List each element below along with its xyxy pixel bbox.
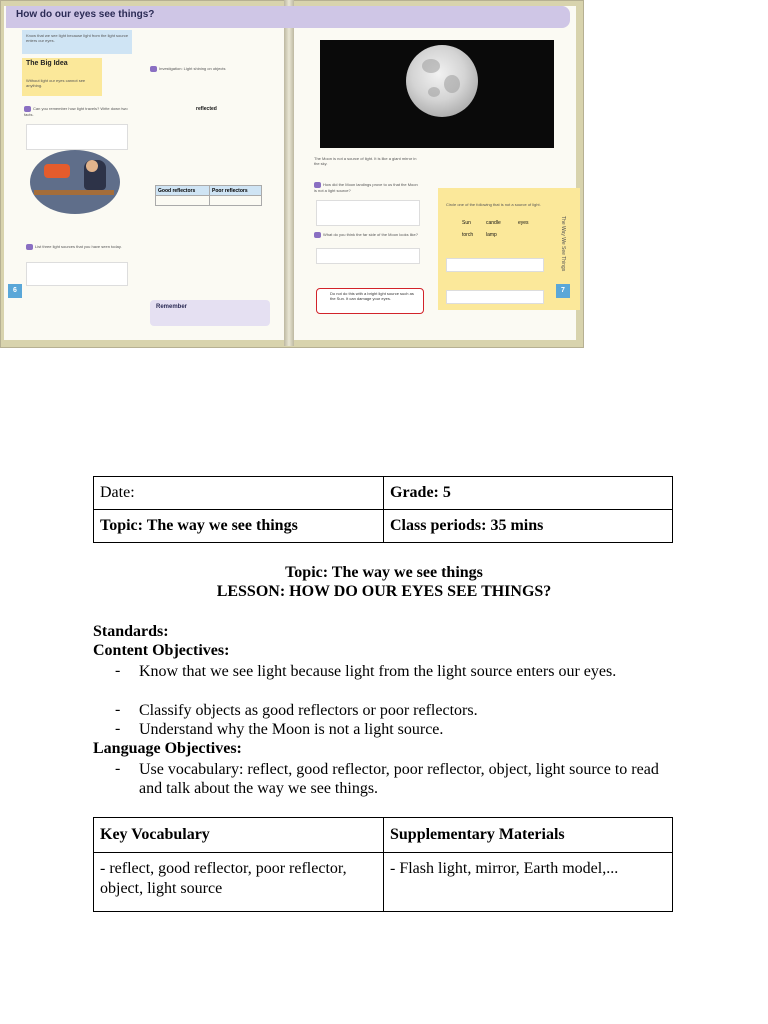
question-icon [26, 244, 33, 250]
class-periods-cell: Class periods: 35 mins [384, 510, 673, 543]
answer-box-1 [26, 124, 128, 150]
page-number-left: 6 [8, 284, 22, 298]
book-spine [284, 0, 294, 346]
list-sources-question [26, 244, 136, 250]
bullet-dash: - [115, 701, 121, 718]
bullet-dash: - [115, 760, 121, 777]
moon-crater [422, 59, 440, 73]
textbook-heading: How do our eyes see things? [16, 9, 155, 20]
answer-box-2 [26, 262, 128, 286]
supplementary-materials-header: Supplementary Materials [384, 818, 673, 853]
content-objective-text: Know that we see light because light from the light source enters our eyes. [139, 663, 617, 680]
grade-cell: Grade: 5 [384, 477, 673, 510]
investigation-label [150, 66, 270, 72]
table-cell [156, 196, 210, 206]
warning-text: Do not do this with a bright light source such as the Sun. It can damage your eyes. [330, 291, 414, 301]
vocabulary-table [93, 817, 673, 912]
topic-cell: Topic: The way we see things [94, 510, 384, 543]
moon-photo [320, 40, 554, 148]
list-sources-text: List three light sources that you have seen today. [35, 244, 122, 250]
question-remember [24, 106, 134, 117]
moon-crater [428, 87, 440, 97]
content-objective-text: Understand why the Moon is not a light source. [139, 721, 444, 738]
moon-landing-text: How did the Moon landings prove to us that the Moon is not a light source? [314, 182, 418, 193]
big-idea-heading: The Big Idea [26, 60, 68, 67]
circle-question: Circle one of the following that is not a source of light. [446, 202, 541, 207]
option-eyes: eyes [518, 220, 529, 226]
lesson-title: LESSON: HOW DO OUR EYES SEE THINGS? [216, 583, 552, 600]
key-vocabulary-header: Key Vocabulary [94, 818, 384, 853]
illustration-lamp [44, 164, 70, 178]
language-objectives-heading: Language Objectives: [93, 740, 242, 757]
supplementary-materials-value: - Flash light, mirror, Earth model,... [384, 853, 673, 912]
reflected-word: reflected [196, 106, 217, 112]
date-cell: Date: [94, 477, 384, 510]
lesson-info-table [93, 476, 673, 543]
illustration-face [86, 160, 98, 172]
language-objective-text: Use vocabulary: reflect, good reflector, poor reflector, object, light source to read and talk about the way we see things. [139, 761, 659, 797]
moon [406, 45, 478, 117]
remember-heading: Remember [156, 304, 188, 310]
bullet-dash: - [115, 662, 121, 679]
intro-text: Know that we see light because light from the light source enters our eyes. [26, 33, 129, 43]
option-sun: Sun [462, 220, 471, 226]
option-torch: torch [462, 232, 474, 238]
content-objectives-heading: Content Objectives: [93, 642, 230, 659]
page-number-right: 7 [556, 284, 570, 298]
standards-heading: Standards: [93, 623, 169, 640]
table-cell [210, 196, 262, 206]
question-icon [314, 232, 321, 238]
moon-landing-question [314, 182, 418, 193]
big-idea-text: Without light our eyes cannot see anything. [26, 78, 86, 88]
key-vocabulary-value: - reflect, good reflector, poor reflector, object, light source [94, 853, 384, 912]
good-reflectors-header: Good reflectors [156, 186, 210, 196]
moon-crater [444, 75, 460, 93]
answer-box-6 [446, 290, 544, 304]
investigation-text: Investigation: Light shining on objects [159, 66, 226, 72]
boy-with-lamp-illustration [30, 150, 120, 214]
far-side-question [314, 232, 418, 238]
illustration-desk [34, 190, 114, 195]
far-side-text: What do you think the far side of the Moon looks like? [323, 232, 418, 238]
reflectors-table [155, 185, 262, 206]
answer-box-3 [316, 200, 420, 226]
bullet-dash: - [115, 720, 121, 737]
answer-box-4 [316, 248, 420, 264]
textbook-spread-image [0, 0, 584, 348]
lesson-topic: Topic: The way we see things [285, 564, 483, 581]
question-remember-text: Can you remember how light travels? Write down two facts. [24, 106, 128, 117]
poor-reflectors-header: Poor reflectors [210, 186, 262, 196]
content-objective-text: Classify objects as good reflectors or poor reflectors. [139, 702, 478, 719]
option-lamp: lamp [486, 232, 497, 238]
investigation-icon [150, 66, 157, 72]
option-candle: candle [486, 220, 501, 226]
side-label: The Way We See Things [560, 216, 566, 272]
answer-box-5 [446, 258, 544, 272]
moon-text: The Moon is not a source of light. It is like a giant mirror in the sky. [314, 156, 417, 166]
